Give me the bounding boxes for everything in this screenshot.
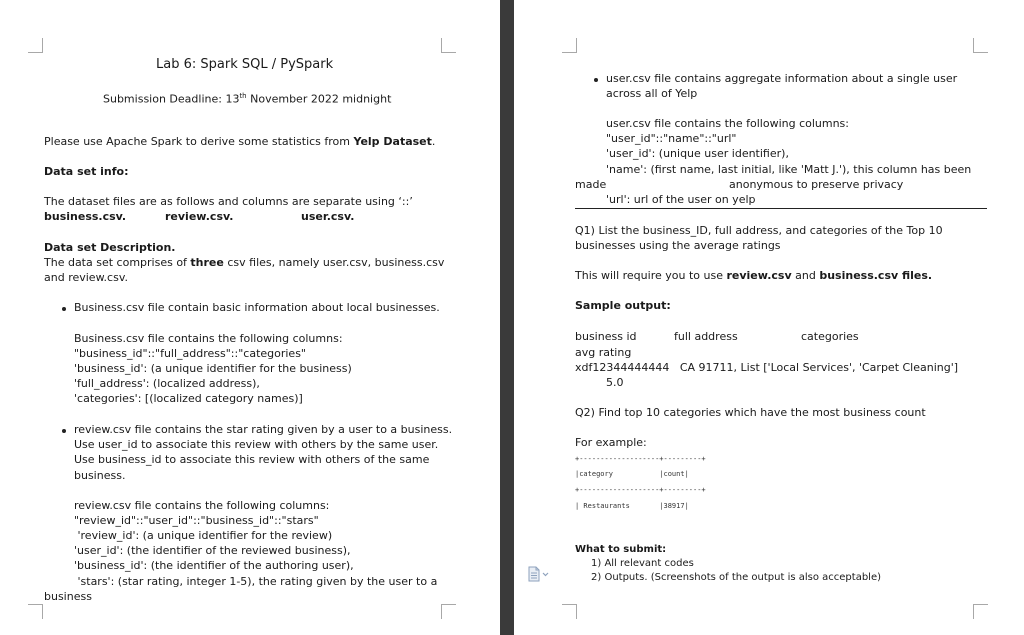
review-columns-intro: review.csv file contains the following columns:: [74, 499, 330, 512]
review-column-line: "review_id"::"user_id"::"business_id"::"stars": [74, 514, 319, 527]
margin-corner-bottom-left: [28, 604, 43, 619]
document-page-left: [0, 0, 500, 635]
intro-paragraph: Please use Apache Spark to derive some statistics from Yelp Dataset.: [44, 135, 436, 148]
description-line-2: and review.csv.: [44, 271, 128, 284]
review-last-line: business: [44, 590, 92, 603]
horizontal-rule: [575, 208, 987, 209]
submit-heading: What to submit:: [575, 544, 667, 555]
business-column-line: 'business_id': (a unique identifier for the business): [74, 362, 352, 375]
url-line: 'url': url of the user on yelp: [606, 193, 756, 206]
review-column-line: 'user_id': (the identifier of the reviewed business),: [74, 544, 351, 557]
review-bullet-line: Use user_id to associate this review with others by the same user.: [74, 438, 439, 451]
made-word: made: [575, 178, 607, 191]
submit-item: 1) All relevant codes: [591, 558, 694, 569]
review-bullet-line: business.: [74, 469, 126, 482]
document-options-button[interactable]: [527, 566, 549, 582]
page-gutter: [500, 0, 514, 635]
sample-header-full-address: full address: [674, 330, 738, 343]
margin-corner-bottom-right: [441, 604, 456, 619]
sample-row: xdf12344444444 CA 91711, List ['Local Services', 'Carpet Cleaning']: [575, 361, 959, 374]
requirement-line: This will require you to use review.csv and business.csv files.: [575, 269, 933, 282]
file-name-business: business.csv.: [44, 210, 127, 223]
file-name-user: user.csv.: [301, 210, 355, 223]
doc-title: Lab 6: Spark SQL / PySpark: [156, 57, 334, 72]
example-heading: For example:: [575, 436, 647, 449]
margin-corner-top-right: [441, 38, 456, 53]
file-name-review: review.csv.: [165, 210, 234, 223]
business-column-line: "business_id"::"full_address"::"categories": [74, 347, 306, 360]
margin-corner-top-left: [562, 38, 577, 53]
code-output-line: |category |count|: [575, 470, 689, 478]
q1-line: Q1) List the business_ID, full address, and categories of the Top 10: [575, 224, 943, 237]
user-column-line: 'user_id': (unique user identifier),: [606, 147, 789, 160]
review-bullet-line: Use business_id to associate this review with others of the same: [74, 453, 430, 466]
chevron-down-icon: [543, 573, 548, 576]
review-column-line: 'review_id': (a unique identifier for the review): [74, 529, 333, 542]
bullet-dot: [62, 307, 66, 311]
sample-avg-value: 5.0: [606, 376, 624, 389]
code-output-line: +-------------------+---------+: [575, 486, 706, 494]
dataset-info-heading: Data set info:: [44, 165, 129, 178]
business-column-line: 'categories': [(localized category names)]: [74, 392, 303, 405]
bullet-dot: [62, 429, 66, 433]
code-output-line: +-------------------+---------+: [575, 455, 706, 463]
made-rest: anonymous to preserve privacy: [729, 178, 904, 191]
submit-item: 2) Outputs. (Screenshots of the output is also acceptable): [591, 572, 882, 583]
document-page-right: [514, 0, 1024, 635]
description-heading: Data set Description.: [44, 241, 176, 254]
code-output-line: | Restaurants |38917|: [575, 502, 689, 510]
review-column-line: 'stars': (star rating, integer 1-5), the rating given by the user to a: [74, 575, 438, 588]
document-icon: [527, 566, 549, 582]
user-columns-intro: user.csv file contains the following columns:: [606, 117, 849, 130]
business-bullet: Business.csv file contain basic information about local businesses.: [74, 301, 440, 314]
margin-corner-bottom-right: [973, 604, 988, 619]
bullet-dot: [594, 78, 598, 82]
description-line-1: The data set comprises of three csv files, namely user.csv, business.csv: [44, 256, 445, 269]
user-column-line: 'name': (first name, last initial, like 'Matt J.'), this column has been: [606, 163, 972, 176]
sample-output-heading: Sample output:: [575, 299, 671, 312]
user-bullet-line: user.csv file contains aggregate information about a single user: [606, 72, 958, 85]
margin-corner-top-left: [28, 38, 43, 53]
margin-corner-bottom-left: [562, 604, 577, 619]
submission-deadline: Submission Deadline: 13th November 2022 midnight: [103, 92, 392, 106]
user-column-line: "user_id"::"name"::"url": [606, 132, 737, 145]
files-separator-line: The dataset files are as follows and columns are separate using ‘::’: [44, 195, 413, 208]
margin-corner-top-right: [973, 38, 988, 53]
q1-line: businesses using the average ratings: [575, 239, 781, 252]
review-bullet-line: review.csv file contains the star rating given by a user to a business.: [74, 423, 453, 436]
business-column-line: 'full_address': (localized address),: [74, 377, 260, 390]
business-columns-intro: Business.csv file contains the following columns:: [74, 332, 343, 345]
q2-line: Q2) Find top 10 categories which have the most business count: [575, 406, 926, 419]
user-bullet-line: across all of Yelp: [606, 87, 698, 100]
sample-avg-label: avg rating: [575, 346, 632, 359]
sample-header-business-id: business id: [575, 330, 637, 343]
review-column-line: 'business_id': (the identifier of the authoring user),: [74, 559, 354, 572]
sample-header-categories: categories: [801, 330, 859, 343]
